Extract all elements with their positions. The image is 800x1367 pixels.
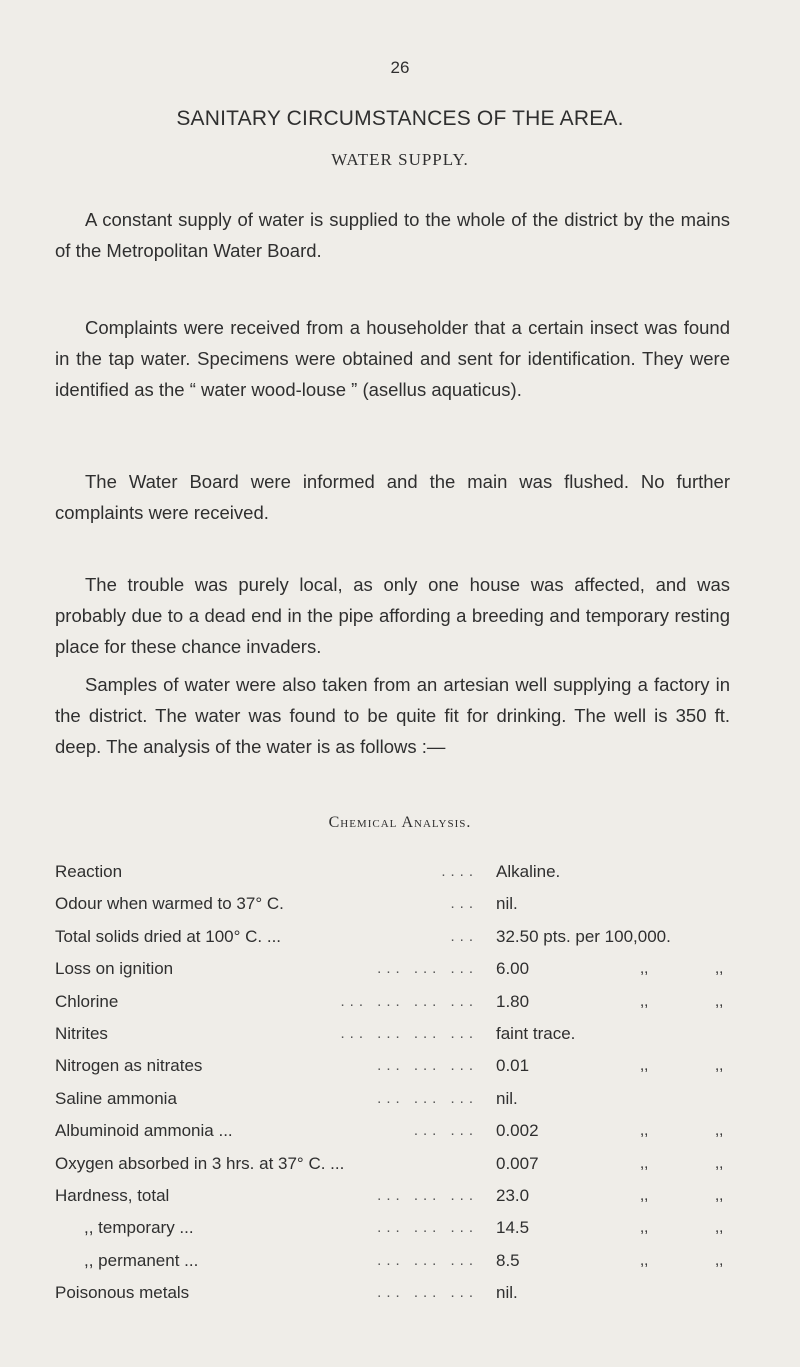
paragraph-local-trouble: The trouble was purely local, as only one house was affected, and was probably due to a dead end in the pipe affording a breeding and temporary resting place for these chance invaders. [55, 573, 730, 657]
analysis-row [55, 1050, 755, 1082]
leader-dots: ... ... ... ... [340, 1024, 478, 1042]
analysis-label: Albuminoid ammonia ... [55, 1121, 233, 1141]
ditto-mark: ,, [715, 992, 724, 1010]
ditto-mark: ,, [715, 1154, 724, 1172]
analysis-label: Saline ammonia [55, 1088, 177, 1108]
analysis-row [55, 921, 755, 953]
analysis-label: Oxygen absorbed in 3 hrs. at 37° C. ... [55, 1153, 345, 1173]
analysis-row [55, 1018, 755, 1050]
ditto-mark: ,, [640, 1154, 649, 1172]
paragraph-artesian-well: Samples of water were also taken from an artesian well supplying a factory in the district. The water was found to be quite fit for drinking. The well is 350 ft. deep. The analysis of the water is as follows :— [55, 673, 730, 757]
chemical-analysis-title: Chemical Analysis. [328, 814, 472, 831]
analysis-row [55, 1212, 755, 1244]
leader-dots: ... ... ... ... [340, 992, 478, 1010]
analysis-row [55, 1180, 755, 1212]
ditto-mark: ,, [715, 1219, 724, 1237]
analysis-row [55, 1148, 755, 1180]
analysis-label: ,, permanent ... [84, 1250, 199, 1270]
paragraph-complaints: Complaints were received from a householder that a certain insect was found in the tap water. Specimens were obtained and sent for identification. They were identified as the “ water wood-louse ” (asellus aquaticus). [55, 316, 730, 400]
analysis-row [55, 856, 755, 888]
analysis-label: Total solids dried at 100° C. ... [55, 926, 282, 946]
leader-dots: .... [441, 863, 478, 880]
analysis-value: faint trace. [496, 1023, 576, 1043]
page-title: SANITARY CIRCUMSTANCES OF THE AREA. [176, 107, 624, 130]
analysis-value: 0.002 [496, 1121, 539, 1141]
leader-dots: ... ... ... [377, 1089, 478, 1107]
ditto-mark: ,, [640, 1122, 649, 1140]
ditto-mark: ,, [715, 1057, 724, 1075]
ditto-mark: ,, [640, 992, 649, 1010]
ditto-mark: ,, [640, 1219, 649, 1237]
section-title: WATER SUPPLY. [331, 150, 469, 169]
ditto-mark: ,, [715, 960, 724, 978]
analysis-label: ,, temporary ... [84, 1218, 194, 1238]
analysis-value: nil. [496, 1088, 518, 1108]
analysis-row [55, 1277, 755, 1309]
analysis-value: 6.00 [496, 959, 530, 979]
page-number: 26 [390, 58, 410, 77]
leader-dots: ... [450, 927, 478, 945]
analysis-value: nil. [496, 1283, 518, 1303]
analysis-value: 14.5 [496, 1218, 530, 1238]
analysis-row [55, 1083, 755, 1115]
leader-dots: ... ... ... [377, 1284, 478, 1302]
analysis-value: 8.5 [496, 1250, 520, 1270]
leader-dots: ... [450, 895, 478, 913]
analysis-label: Chlorine [55, 991, 119, 1011]
analysis-value: nil. [496, 894, 518, 914]
ditto-mark: ,, [715, 1122, 724, 1140]
analysis-row [55, 953, 755, 985]
analysis-value: 0.007 [496, 1153, 539, 1173]
analysis-row [55, 1245, 755, 1277]
analysis-value: Alkaline. [496, 862, 561, 881]
analysis-label: Nitrogen as nitrates [55, 1056, 203, 1076]
ditto-mark: ,, [640, 1251, 649, 1269]
ditto-mark: ,, [640, 1186, 649, 1204]
leader-dots: ... ... ... [377, 1186, 478, 1204]
chemical-analysis-table [55, 856, 755, 1309]
analysis-value: 1.80 [496, 991, 530, 1011]
analysis-row [55, 888, 755, 920]
ditto-mark: ,, [640, 960, 649, 978]
ditto-mark: ,, [640, 1057, 649, 1075]
leader-dots: ... ... ... [377, 1251, 478, 1269]
ditto-mark: ,, [715, 1186, 724, 1204]
analysis-label: Reaction [55, 862, 123, 881]
ditto-mark: ,, [715, 1251, 724, 1269]
analysis-label: Odour when warmed to 37° C. [55, 894, 284, 914]
paragraph-water-supply: A constant supply of water is supplied to the whole of the district by the mains of the Metropolitan Water Board. [55, 208, 730, 261]
paragraph-water-board: The Water Board were informed and the main was flushed. No further complaints were received. [55, 470, 730, 523]
leader-dots: ... ... ... [377, 1219, 478, 1237]
leader-dots: ... ... ... [377, 960, 478, 978]
analysis-value: 0.01 [496, 1056, 530, 1076]
analysis-row [55, 986, 755, 1018]
leader-dots: ... ... ... [377, 1057, 478, 1075]
analysis-label: Loss on ignition [55, 959, 174, 979]
analysis-row [55, 1115, 755, 1147]
leader-dots: ... ... [413, 1122, 478, 1140]
analysis-value: 23.0 [496, 1185, 530, 1205]
analysis-label: Poisonous metals [55, 1283, 190, 1303]
analysis-label: Nitrites [55, 1023, 108, 1043]
analysis-label: Hardness, total [55, 1185, 170, 1205]
analysis-value: 32.50 pts. per 100,000. [496, 926, 671, 946]
